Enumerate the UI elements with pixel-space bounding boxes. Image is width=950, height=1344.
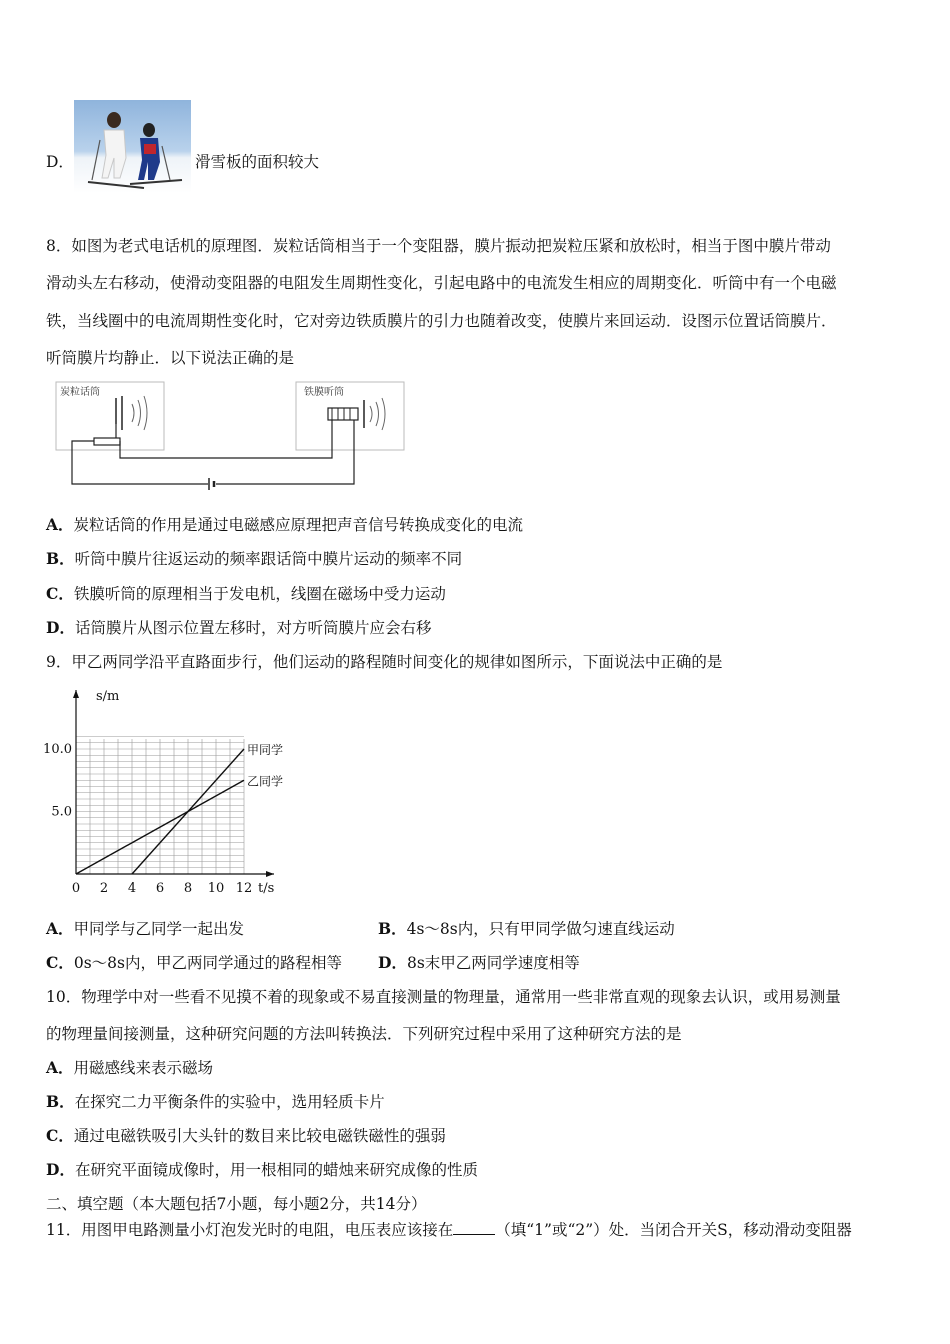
q8-stem-line-1: 8．如图为老式电话机的原理图．炭粒话筒相当于一个变阻器，膜片振动把炭粒压紧和放松时，相当于图中膜片带动	[46, 237, 831, 255]
x-tick-label: 10	[207, 881, 225, 896]
receiver-sound-waves-icon	[370, 398, 385, 430]
q10-stem-line-2: 的物理量间接测量，这种研究问题的方法叫转换法．下列研究过程中采用了这种研究方法的是	[46, 1025, 682, 1043]
q8-option-c: C．铁膜听筒的原理相当于发电机，线圈在磁场中受力运动	[46, 584, 446, 603]
q8-stem-line-2: 滑动头左右移动，使滑动变阻器的电阻发生周期性变化，引起电路中的电流发生相应的周期变化．听筒中有一个电磁	[46, 274, 837, 292]
series-label-2: 乙同学	[247, 774, 284, 789]
x-tick-label: 6	[155, 881, 165, 896]
q10-option-a: A．用磁感线来表示磁场	[46, 1058, 214, 1077]
q8-option-b: B．听筒中膜片往返运动的频率跟话筒中膜片运动的频率不同	[46, 549, 463, 568]
x-axis-label: t/s	[258, 881, 275, 896]
x-axis-arrow-icon	[266, 871, 274, 877]
distance-time-graph	[40, 682, 310, 898]
q9-option-c: C．0s～8s内，甲乙两同学通过的路程相等	[46, 953, 342, 972]
y-tick-label: 5.0	[51, 804, 72, 820]
q10-option-b: B．在探究二力平衡条件的实验中，选用轻质卡片	[46, 1092, 385, 1111]
telephone-circuit-diagram	[52, 378, 412, 490]
x-tick-label: 2	[99, 881, 109, 896]
q8-option-d: D．话筒膜片从图示位置左移时，对方听筒膜片应会右移	[46, 618, 432, 637]
mic-label: 炭粒话筒	[60, 387, 100, 398]
q8-option-a: A．炭粒话筒的作用是通过电磁感应原理把声音信号转换成变化的电流	[46, 515, 524, 534]
q9-stem: 9．甲乙两同学沿平直路面步行，他们运动的路程随时间变化的规律如图所示，下面说法中正确的是	[46, 653, 723, 671]
q8-stem-line-4: 听筒膜片均静止．以下说法正确的是	[46, 349, 295, 367]
q9-option-a: A．甲同学与乙同学一起出发	[46, 919, 245, 938]
skiers-photo	[74, 100, 191, 193]
x-tick-label: 0	[71, 881, 81, 896]
q9-option-d: D．8s末甲乙两同学速度相等	[378, 953, 580, 972]
q7-option-d-text: 滑雪板的面积较大	[195, 153, 320, 171]
y-axis-label: s/m	[96, 689, 120, 704]
q11-stem: 11．用图甲电路测量小灯泡发光时的电阻，电压表应该接在 （填“1”或“2”）处．当闭合开关S，移动滑动变阻器	[46, 1221, 852, 1239]
y-axis-arrow-icon	[73, 690, 79, 698]
y-tick-label: 10.0	[43, 742, 72, 757]
receiver-label: 铁膜听筒	[304, 387, 344, 398]
q9-option-b: B．4s～8s内，只有甲同学做匀速直线运动	[378, 919, 675, 938]
x-tick-label: 4	[127, 881, 137, 896]
q10-stem-line-1: 10．物理学中对一些看不见摸不着的现象或不易直接测量的物理量，通常用一些非常直观的现象去认识，或用易测量	[46, 988, 841, 1006]
x-tick-label: 12	[235, 881, 253, 896]
q10-option-c: C．通过电磁铁吸引大头针的数目来比较电磁铁磁性的强弱	[46, 1126, 446, 1145]
rheostat	[94, 438, 120, 445]
sound-waves-icon	[132, 396, 147, 430]
series-label-1: 甲同学	[247, 743, 284, 757]
answer-blank[interactable]	[453, 1220, 495, 1235]
section-heading: 二、填空题（本大题包括7小题，每小题2分，共14分）	[46, 1195, 427, 1213]
q7-option-d-label: D．	[46, 153, 74, 171]
x-tick-label: 8	[183, 881, 193, 896]
q10-option-d: D．在研究平面镜成像时，用一根相同的蜡烛来研究成像的性质	[46, 1160, 478, 1179]
q8-stem-line-3: 铁，当线圈中的电流周期性变化时，它对旁边铁质膜片的引力也随着改变，使膜片来回运动．设图示位置话筒膜片．	[46, 312, 837, 330]
